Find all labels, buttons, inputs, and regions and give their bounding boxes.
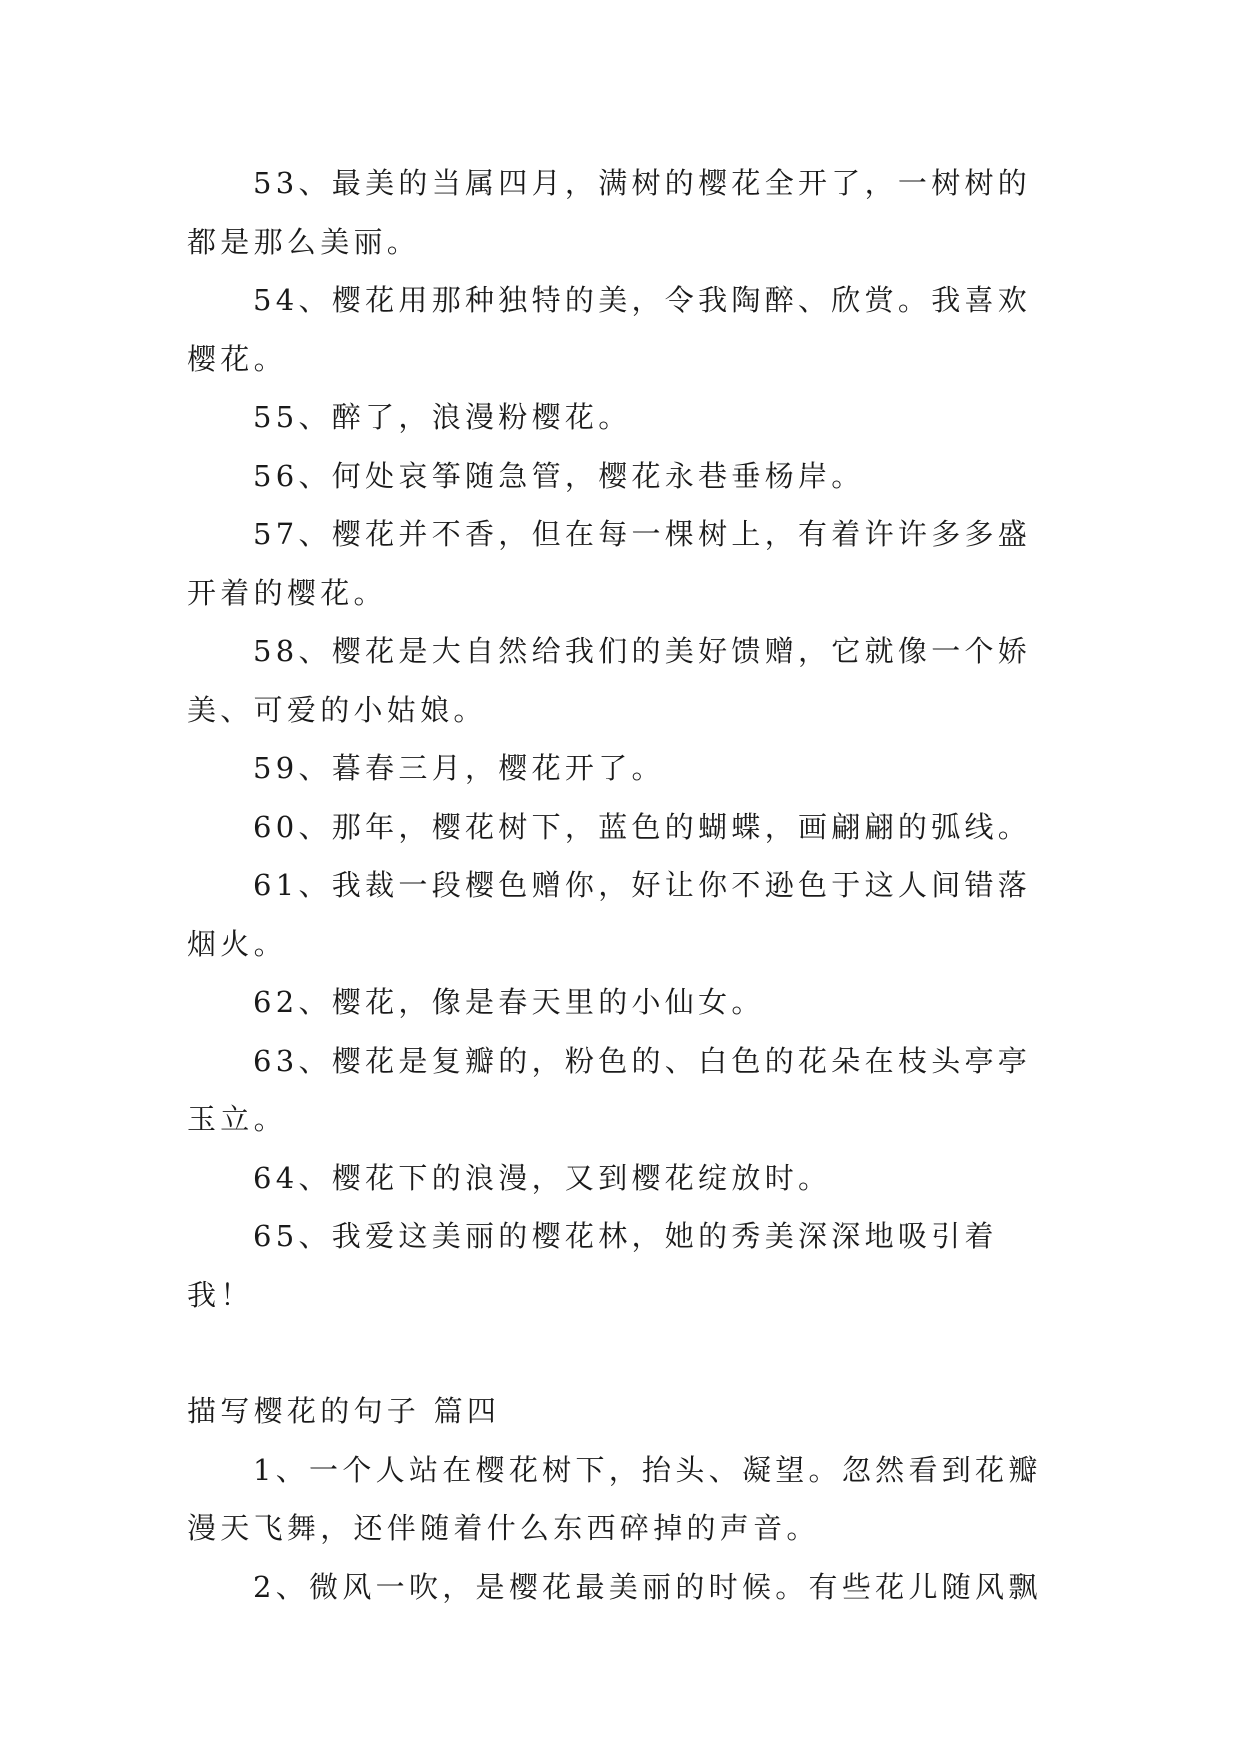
paragraph-63: 63、樱花是复瓣的，粉色的、白色的花朵在枝头亭亭玉立。 bbox=[187, 1043, 1032, 1136]
paragraph-2: 2、微风一吹，是樱花最美丽的时候。有些花儿随风飘 bbox=[253, 1569, 1042, 1604]
paragraph-60: 60、那年，樱花树下，蓝色的蝴蝶，画翩翩的弧线。 bbox=[253, 809, 1032, 844]
paragraph-64: 64、樱花下的浪漫，又到樱花绽放时。 bbox=[253, 1160, 832, 1195]
paragraph-55: 55、醉了，浪漫粉樱花。 bbox=[253, 400, 632, 434]
paragraph-65: 65、我爱这美丽的樱花林，她的秀美深深地吸引着我！ bbox=[187, 1219, 998, 1312]
paragraph-58: 58、樱花是大自然给我们的美好馈赠，它就像一个娇美、可爱的小姑娘。 bbox=[187, 634, 1032, 727]
paragraph-61: 61、我裁一段樱色赠你，好让你不逊色于这人间错落烟火。 bbox=[187, 868, 1032, 961]
paragraph-59: 59、暮春三月，樱花开了。 bbox=[253, 751, 665, 785]
paragraph-56: 56、何处哀筝随急管，樱花永巷垂杨岸。 bbox=[253, 458, 865, 493]
paragraph-54: 54、樱花用那种独特的美，令我陶醉、欣赏。我喜欢樱花。 bbox=[187, 283, 1032, 376]
paragraph-57: 57、樱花并不香，但在每一棵树上，有着许许多多盛开着的樱花。 bbox=[187, 517, 1032, 610]
paragraph-62: 62、樱花，像是春天里的小仙女。 bbox=[253, 985, 765, 1019]
section-heading: 描写樱花的句子 篇四 bbox=[187, 1394, 501, 1428]
paragraph-1: 1、一个人站在樱花树下，抬头、凝望。忽然看到花瓣漫天飞舞，还伴随着什么东西碎掉的声音。 bbox=[187, 1452, 1042, 1545]
document-page bbox=[187, 154, 1047, 1616]
paragraph-53: 53、最美的当属四月，满树的樱花全开了，一树树的都是那么美丽。 bbox=[187, 166, 1032, 259]
